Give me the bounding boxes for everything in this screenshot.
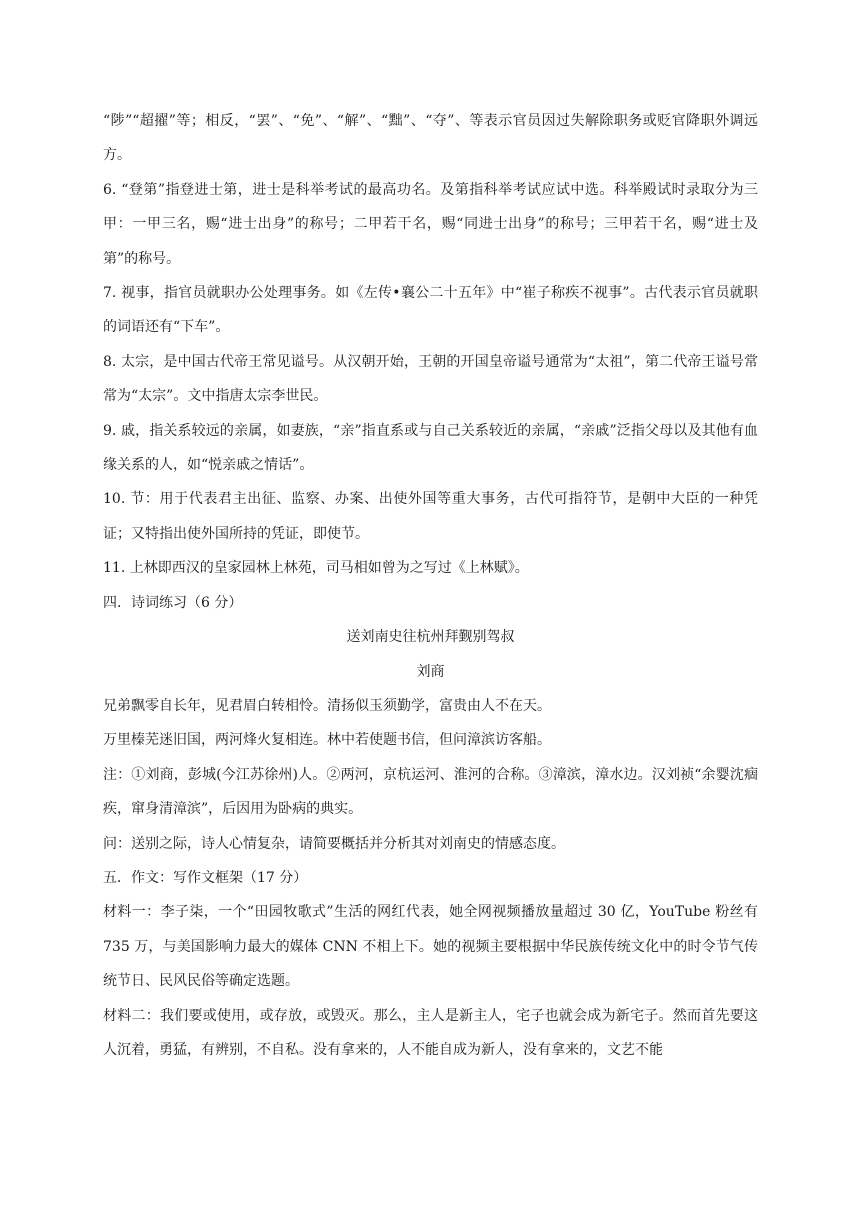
poem-line-1: 兄弟飘零自长年，见君眉白转相怜。清扬似玉须勤学，富贵由人不在天。 bbox=[103, 697, 551, 714]
note-item-7: 7. 视事，指官员就职办公处理事务。如《左传•襄公二十五年》中“崔子称疾不视事”。古代表示官员就职的词语还有“下车”。 bbox=[103, 285, 758, 336]
document-page bbox=[103, 104, 758, 1067]
essay-material-2: 材料二：我们要或使用，或存放，或毁灭。那么，主人是新主人，宅子也就会成为新宅子。然而首先要这人沉着，勇猛，有辨别，不自私。没有拿来的，人不能自成为新人，没有拿来的，文艺不能 bbox=[103, 1007, 758, 1058]
paragraph-continued: “陟”“超擢”等；相反，“罢”、“免”、“解”、“黜”、“夺”、等表示官员因过失解除职务或贬官降职外调远方。 bbox=[103, 113, 758, 164]
poem-question: 问：送别之际，诗人心情复杂，请简要概括并分析其对刘南史的情感态度。 bbox=[103, 835, 565, 852]
poem-line-2: 万里榛芜迷旧国，两河烽火复相连。林中若使题书信，但问漳滨访客船。 bbox=[103, 732, 551, 749]
note-item-8: 8. 太宗，是中国古代帝王常见谥号。从汉朝开始，王朝的开国皇帝谥号通常为“太祖”，第二代帝王谥号常常为“太宗”。文中指唐太宗李世民。 bbox=[103, 353, 758, 405]
note-item-11: 11. 上林即西汉的皇家园林上林苑，司马相如曾为之写过《上林赋》。 bbox=[103, 560, 529, 577]
poem-notes: 注：①刘商，彭城(今江苏徐州)人。②两河，京杭运河、淮河的合称。③漳滨，漳水边。汉刘祯“余婴沈痼疾，窜身清漳滨”，后因用为卧病的典实。 bbox=[103, 766, 758, 818]
essay-material-1: 材料一：李子柒，一个“田园牧歌式”生活的网红代表，她全网视频播放量超过 30 亿，YouTube 粉丝有 735 万，与美国影响力最大的媒体 CNN 不相上下。她的视频主要根据中华民族传统文化中的时令节气传统节日、民风民俗等确定选题。 bbox=[103, 904, 758, 990]
poem-author: 刘商 bbox=[416, 663, 445, 680]
note-item-9: 9. 戚，指关系较远的亲属，如妻族，“亲”指直系或与自己关系较近的亲属，“亲戚”泛指父母以及其他有血缘关系的人，如“悦亲戚之情话”。 bbox=[103, 422, 758, 474]
note-item-10: 10. 节：用于代表君主出征、监察、办案、出使外国等重大事务，古代可指符节，是朝中大臣的一种凭证；又特指出使外国所持的凭证，即使节。 bbox=[103, 491, 758, 542]
note-item-6: 6. “登第”指登进士第，进士是科举考试的最高功名。及第指科举考试应试中选。科举殿试时录取分为三甲：一甲三名，赐“进士出身”的称号；二甲若干名，赐“同进士出身”的称号；三甲若干名，赐“进士及第”的称号。 bbox=[103, 181, 758, 267]
poem-title: 送刘南史往杭州拜觐别驾叔 bbox=[346, 629, 515, 646]
section-heading-poetry: 四．诗词练习（6 分） bbox=[103, 594, 243, 611]
section-heading-essay: 五．作文：写作文框架（17 分） bbox=[103, 869, 308, 886]
